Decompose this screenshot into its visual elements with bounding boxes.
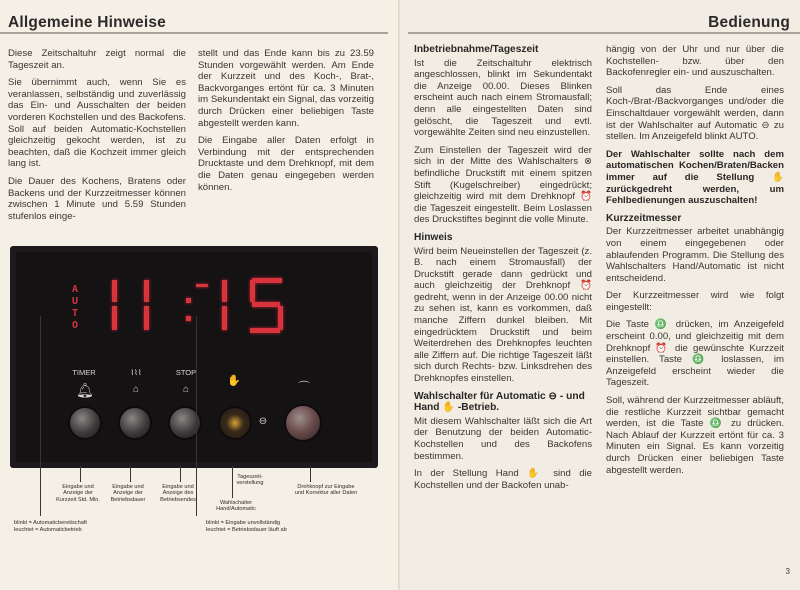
callout-selector: Wahlschalter Hand/Automatic: [216, 500, 256, 513]
rotary-knob[interactable]: [284, 404, 322, 442]
display-segment: [144, 280, 149, 302]
callout-duration: Eingabe und Anzeige der Betriebsdauer: [110, 484, 146, 503]
left-column-2: [198, 48, 374, 199]
display-segment: [250, 280, 255, 302]
hand-icon: ✋: [227, 375, 241, 387]
callout-knob: Drehknopf zur Eingabe und Korrektur aller Daten: [294, 484, 358, 497]
callout-auto-blink: blinkt = Automaticbereitschaft: [14, 520, 87, 526]
duration-label: ⌇⌇⌇: [130, 368, 142, 377]
callout-stop: Eingabe und Anzeige des Betriebsendes: [160, 484, 196, 503]
display-segment: [252, 302, 280, 307]
leader-line: [310, 466, 311, 482]
auto-letter-t: T: [72, 308, 79, 319]
paragraph: Die Eingabe aller Daten erfolgt in Verbindung mit der entsprechenden Drucktaste und dem Drehknopf, mit dem die Daten genau eingegeben werden können.: [198, 135, 374, 193]
paragraph: Die Dauer des Kochens, Bratens oder Backens und der Kurzzeitmesser können zwischen 1 Minute und 5.59 Stunden stufenlos einge-: [8, 175, 186, 222]
display-segment: [252, 278, 282, 283]
callout-auto-on: leuchtet = Automaticbetrieb: [14, 527, 82, 533]
stop-label: STOP: [175, 368, 197, 377]
left-column-1: [8, 48, 186, 228]
leader-line: [232, 466, 233, 498]
bell-icon: 🔔︎: [76, 382, 94, 398]
paragraph: Sie übernimmt auch, wenn Sie es veranlassen, selbständig und zuverlässig das Ein- und Ausschalten der beiden vorderen Kochstellen und des Backofens. Soll auf beiden Automatic-Kochstellen gleichzeitig gekocht werden, ist zu beachten, daß die Kochzeit immer gleich lang ist.: [8, 77, 186, 170]
paragraph: stellt und das Ende kann bis zu 23.59 Stunden vorgewählt werden. Am Ende der Kurzzeit und des Koch-, Brat-, Backvorganges ertönt für ca. 3 Minuten im Sekundentakt ein Signal, das vorzeitig durch Drücken einer beliebigen Taste abgestellt werden kann.: [198, 48, 374, 129]
paragraph: Wird beim Neueinstellen der Tageszeit (z. B. nach einem Stromausfall) der Druckstift gerade dann gedrückt und auch gleichzeitig der Drehknopf ⏰ gedreht, wenn in der Anzeige 00.00 nicht zu sehen ist, kann es vorkommen, daß manche Ziffern dunkel bleiben. Mit eingedrücktem Druckstift und beim Weiterdrehen des Drehknopfes leuchten alle Ziffern auf. Die richtige Tageszeit läßt sich durch Rechts- bzw. Linksdrehen des Drehknopfes einstellen.: [414, 245, 592, 385]
rotate-arrow-icon: ⌒: [297, 380, 310, 394]
paragraph: Mit diesem Wahlschalter läßt sich die Art der Benutzung der beiden Automatic-Kochstellen und des Backofens bestimmen.: [414, 415, 592, 462]
section-heading: Wahlschalter für Automatic ⊖ - und Hand ✋ -Betrieb.: [414, 390, 585, 414]
right-column-1: [414, 44, 592, 497]
leader-line: [80, 466, 81, 482]
auto-letter-u: U: [72, 296, 79, 307]
callout-timer: Eingabe und Anzeige der Kurzzeit Std. Min.: [56, 484, 100, 503]
pot-icon: ⌂: [132, 384, 140, 395]
mode-selector-switch[interactable]: [218, 406, 252, 440]
callout-clock: Tageszeit-verstellung: [236, 474, 264, 487]
right-page-title: Bedienung: [708, 14, 790, 31]
display-colon: [186, 298, 191, 303]
leader-line: [130, 466, 131, 482]
auto-letter-o: O: [72, 320, 79, 331]
oven-indicator-icon: [196, 284, 208, 287]
timer-label: TIMER: [72, 368, 96, 377]
duration-button[interactable]: [118, 406, 152, 440]
paragraph: Die Taste ♎ drücken, im Anzeigefeld erscheint 0.00, und gleichzeitig mit dem Drehknopf ⏰ die gewünschte Kurzzeit einstellen. Taste ♎ loslassen, im Anzeigefeld erscheint wieder die Tageszeit.: [606, 319, 784, 389]
left-header-bar: [0, 10, 388, 34]
display-segment: [250, 328, 280, 333]
callout-oven-on: leuchtet = Betriebsdauer läuft ab: [206, 527, 287, 533]
display-segment: [112, 280, 117, 302]
paragraph: Ist die Zeitschaltuhr elektrisch angeschlossen, blinkt im Sekundentakt die Anzeige 00.00. Dieses Blinken erscheint auch nach einem Stromausfall; denn alle eingestellten Daten sind gelöscht, die Tageszeit und evtl. vorgewählte Zeiten sind neu einzustellen.: [414, 57, 592, 139]
section-heading: Inbetriebnahme/Tageszeit: [414, 44, 539, 55]
section-heading: Hinweis: [414, 231, 453, 243]
display-segment: [222, 280, 227, 302]
stop-icon: ⌂: [182, 384, 190, 395]
display-segment: [144, 306, 149, 330]
section-heading: Kurzzeitmesser: [606, 212, 682, 224]
display-colon: [186, 316, 191, 321]
right-column-2: [606, 44, 784, 482]
leader-line: [40, 316, 41, 516]
callout-oven-blink: blinkt = Eingabe unvollständig: [206, 520, 281, 526]
paragraph: In der Stellung Hand ✋ sind die Kochstellen und der Backofen unab-: [414, 468, 592, 491]
control-panel: [10, 246, 378, 468]
auto-letter-a: A: [72, 284, 79, 295]
left-page-title: Allgemeine Hinweise: [8, 14, 166, 31]
paragraph: Soll, während der Kurzzeitmesser abläuft, die restliche Kurzzeit sichtbar gemacht werden, ist die Taste ♎ zu drücken. Nach Ablauf der Kurzzeit ertönt für ca. 3 Minuten ein Signal. Es kann vorzeitig durch Drücken einer beliebigen Taste abgestellt werden.: [606, 395, 784, 476]
paragraph: Der Kurzzeitmesser arbeitet unabhängig von einem eingegebenen oder ablaufenden Programm. Die Stellung des Wahlschalters Hand/Automatic ist nicht entscheidend.: [606, 226, 784, 284]
page-number: 3: [785, 567, 790, 576]
paragraph: Soll das Ende eines Koch-/Brat-/Backvorganges und/oder die Einschaltdauer vorgewählt werden, dann ist der Wahlschalter auf Automatic ⊖ zu stellen. Im Anzeigefeld blinkt AUTO.: [606, 84, 784, 143]
paragraph: hängig von der Uhr und nur über die Kochstellen- bzw. über den Backofenregler ein- und auszuschalten.: [606, 44, 784, 79]
display-segment: [222, 306, 227, 330]
display-segment: [112, 306, 117, 330]
display-segment: [278, 306, 283, 330]
paragraph: Diese Zeitschaltuhr zeigt normal die Tageszeit an.: [8, 48, 186, 71]
leader-line: [196, 316, 197, 516]
paragraph: Zum Einstellen der Tageszeit wird der sich in der Mitte des Wahlschalters ⊗ befindliche Druckstift mit einem spitzen Stift (Kugelschreiber) eingedrückt; gleichzeitig wird mit dem Drehknopf ⏰ die Tageszeit eingestellt. Beim Loslassen des Druckstiftes beginnt die volle Minute.: [414, 144, 592, 226]
right-header-bar: [408, 10, 800, 34]
leader-line: [180, 466, 181, 482]
timer-button[interactable]: [68, 406, 102, 440]
right-page: [400, 0, 800, 590]
warning-paragraph: Der Wahlschalter sollte nach dem automatischen Kochen/Braten/Backen immer auf die Stellung ✋ zurückgedreht werden, um Fehlbedienungen auszuschalten!: [606, 148, 784, 207]
paragraph: Der Kurzzeitmesser wird wie folgt eingestellt:: [606, 290, 784, 313]
clock-icon: ⊖: [258, 416, 268, 427]
